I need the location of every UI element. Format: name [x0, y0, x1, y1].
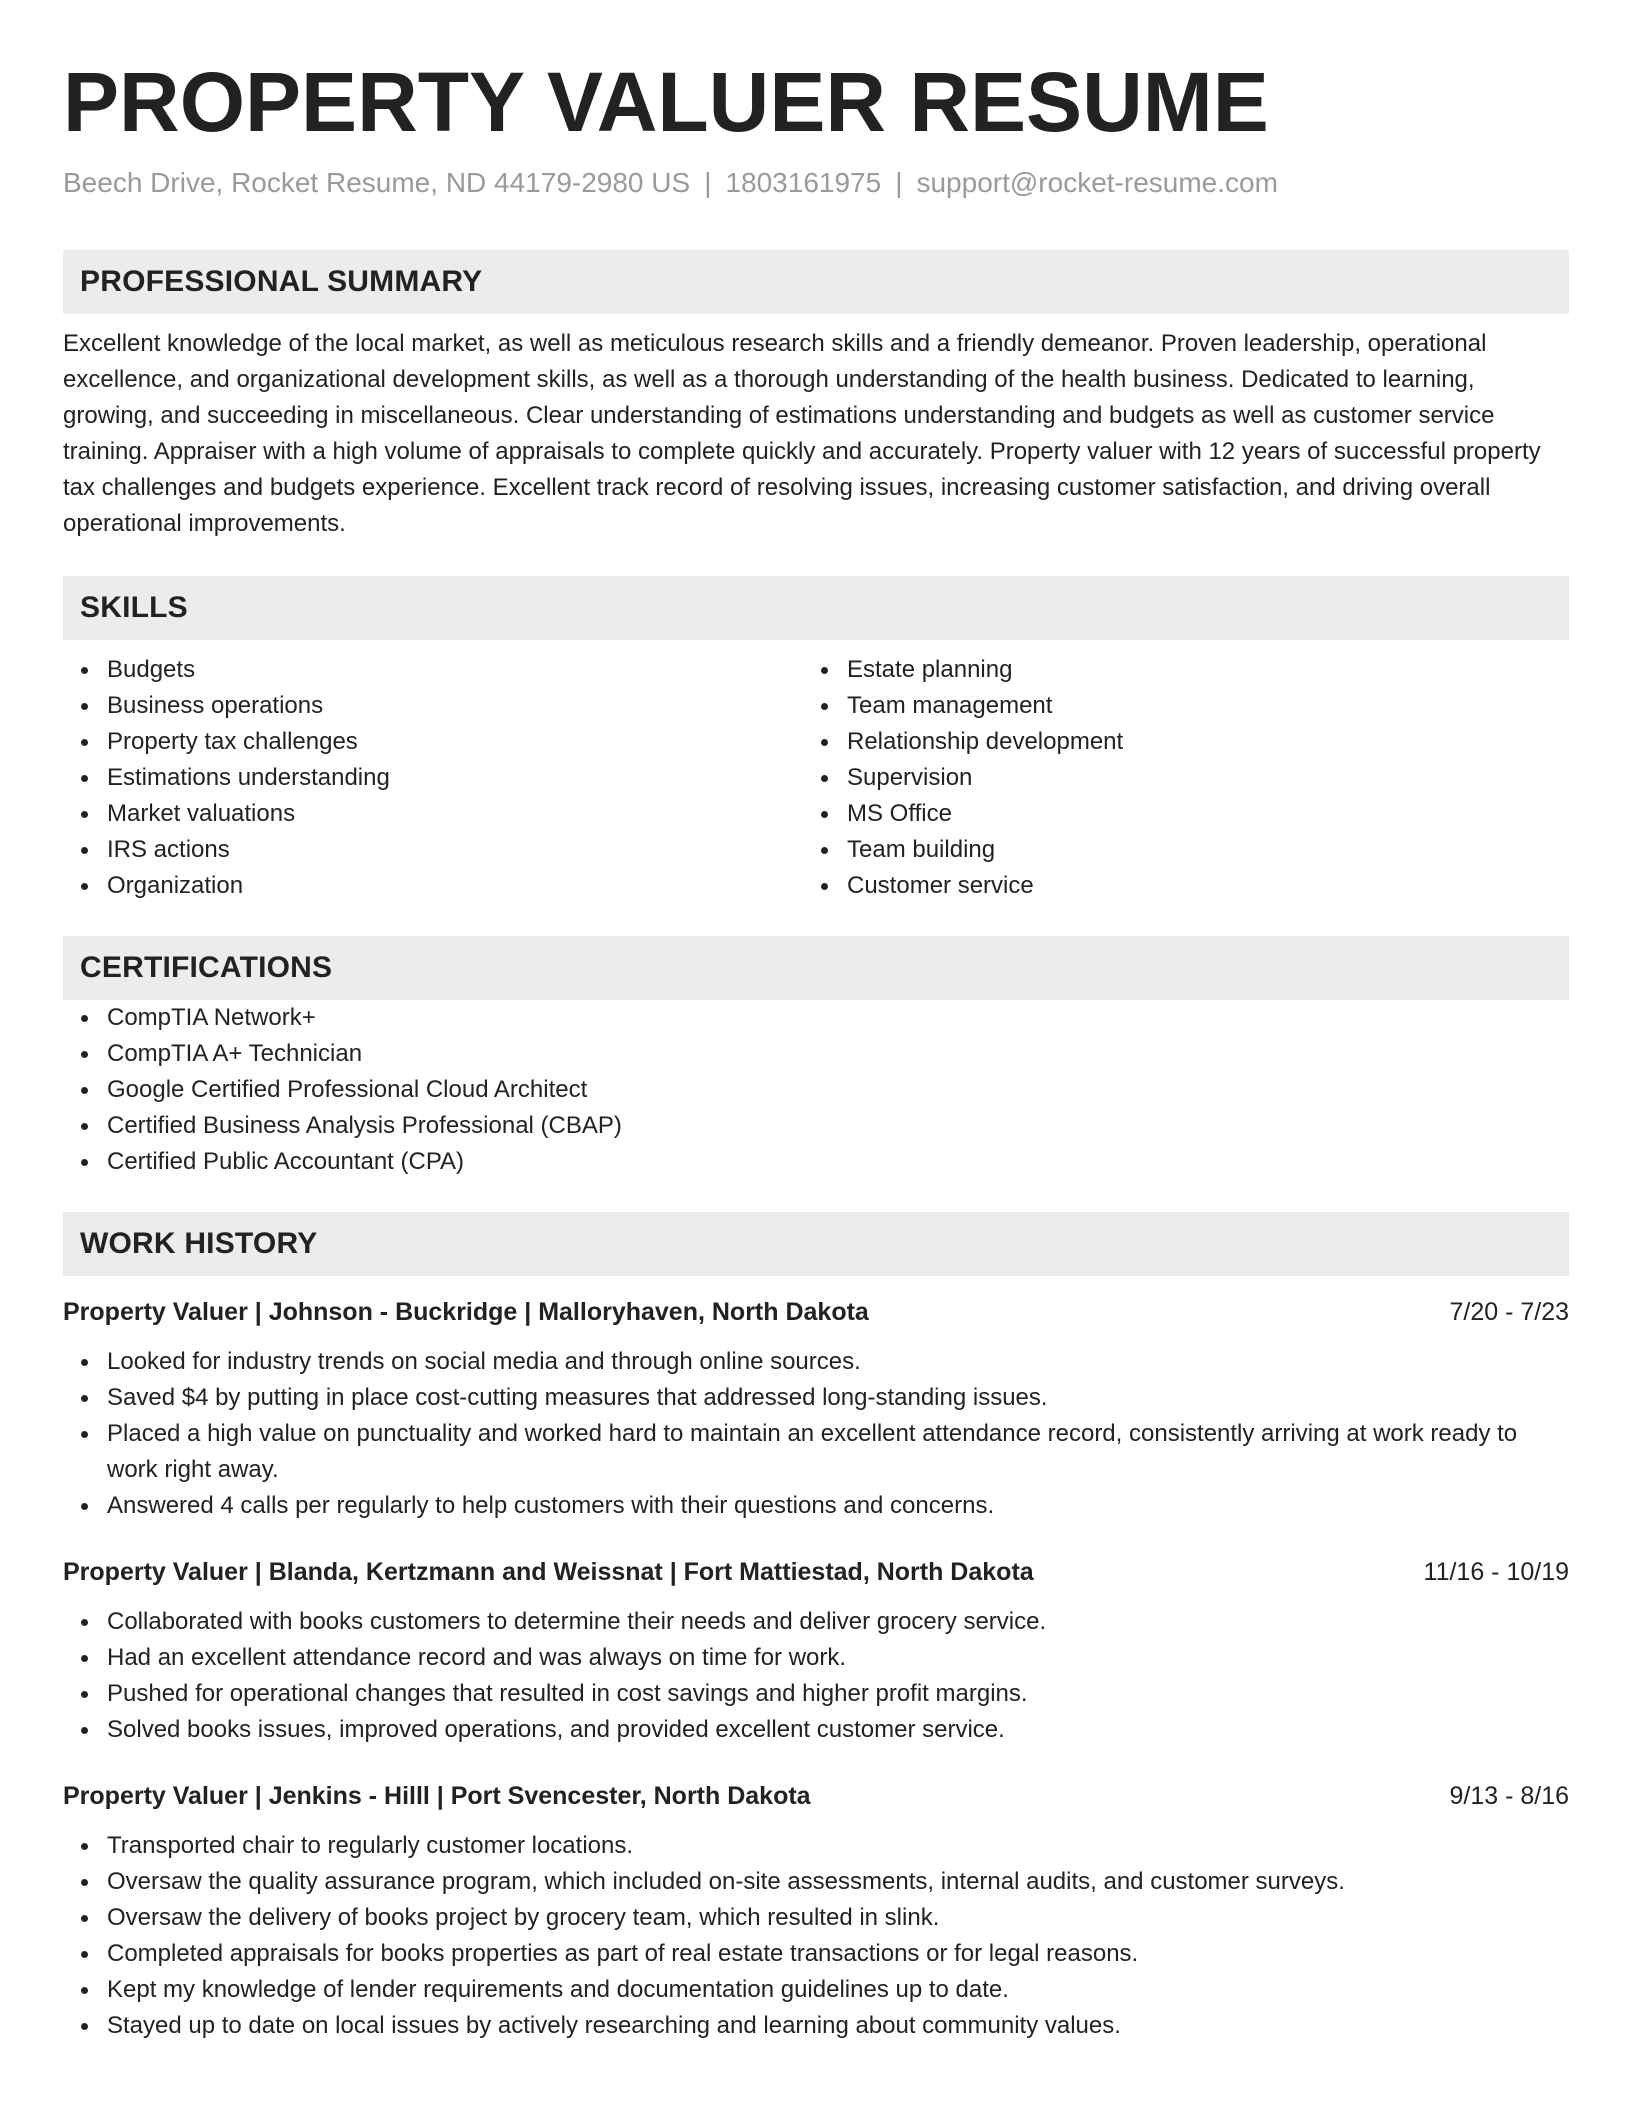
job-title: Property Valuer | Jenkins - Hilll | Port Svencester, North Dakota [63, 1782, 811, 1810]
job-header [63, 1554, 1569, 1590]
job-bullet-text: Transported chair to regularly customer locations. [107, 1832, 634, 1859]
certification-label: Google Certified Professional Cloud Architect [107, 1076, 588, 1103]
bullet-icon [81, 1691, 88, 1698]
job-bullet-text: Looked for industry trends on social media and through online sources. [107, 1348, 861, 1375]
contact-phone: 1803161975 [725, 167, 882, 198]
job-bullet [63, 1488, 1569, 1524]
skill-item [63, 724, 803, 760]
bullet-icon [81, 667, 88, 674]
bullet-icon [81, 1159, 88, 1166]
skill-item [63, 760, 803, 796]
bullet-icon [81, 1503, 88, 1510]
skill-label: Market valuations [107, 800, 296, 827]
skill-item [63, 868, 803, 904]
bullet-icon [821, 739, 828, 746]
certification-item [63, 1108, 1569, 1144]
bullet-icon [821, 811, 828, 818]
resume-title: PROPERTY VALUER RESUME [63, 55, 1269, 149]
bullet-icon [81, 1619, 88, 1626]
skill-item [803, 868, 1543, 904]
skill-label: Estimations understanding [107, 764, 390, 791]
job-bullets [63, 1344, 1569, 1524]
bullet-icon [81, 883, 88, 890]
skill-label: Estate planning [847, 656, 1013, 683]
contact-separator: | [704, 167, 712, 198]
certification-label: Certified Business Analysis Professional (CBAP) [107, 1112, 622, 1139]
skill-label: MS Office [847, 800, 952, 827]
bullet-icon [81, 1051, 88, 1058]
bullet-icon [81, 1951, 88, 1958]
job-entry [63, 1778, 1569, 2044]
job-bullet-text: Saved $4 by putting in place cost-cutting measures that addressed long-standing issues. [107, 1384, 1048, 1411]
job-bullet-text: Placed a high value on punctuality and worked hard to maintain an excellent attendance record, consistently arriving at work ready to work right away. [107, 1420, 1518, 1483]
skill-item [803, 796, 1543, 832]
work-history-heading: WORK HISTORY [63, 1212, 1569, 1276]
bullet-icon [821, 883, 828, 890]
job-bullet [63, 1380, 1569, 1416]
job-bullet [63, 1936, 1569, 1972]
skill-label: Property tax challenges [107, 728, 358, 755]
skill-item [63, 832, 803, 868]
bullet-icon [81, 1843, 88, 1850]
bullet-icon [81, 703, 88, 710]
bullet-icon [81, 775, 88, 782]
skill-item [803, 832, 1543, 868]
certification-item [63, 1036, 1569, 1072]
skill-label: IRS actions [107, 836, 230, 863]
job-bullet [63, 1676, 1569, 1712]
job-bullet [63, 1864, 1569, 1900]
job-bullet [63, 2008, 1569, 2044]
skill-label: Customer service [847, 872, 1034, 899]
bullet-icon [81, 1123, 88, 1130]
skill-item [803, 652, 1543, 688]
skills-heading: SKILLS [63, 576, 1569, 640]
certification-label: CompTIA A+ Technician [107, 1040, 363, 1067]
bullet-icon [81, 2023, 88, 2030]
contact-line [63, 166, 1569, 200]
bullet-icon [81, 1359, 88, 1366]
bullet-icon [81, 1087, 88, 1094]
job-bullet-text: Had an excellent attendance record and was always on time for work. [107, 1644, 847, 1671]
bullet-icon [821, 703, 828, 710]
job-bullets [63, 1604, 1569, 1748]
bullet-icon [81, 1655, 88, 1662]
job-bullet-text: Oversaw the quality assurance program, which included on-site assessments, internal audits, and customer surveys. [107, 1868, 1345, 1895]
skill-label: Organization [107, 872, 244, 899]
skill-item [63, 688, 803, 724]
job-entry [63, 1554, 1569, 1748]
job-bullet [63, 1640, 1569, 1676]
job-title: Property Valuer | Blanda, Kertzmann and Weissnat | Fort Mattiestad, North Dakota [63, 1558, 1034, 1586]
skill-label: Supervision [847, 764, 973, 791]
skills-columns [63, 652, 1569, 904]
skill-label: Relationship development [847, 728, 1124, 755]
job-bullet [63, 1972, 1569, 2008]
bullet-icon [821, 775, 828, 782]
certification-label: CompTIA Network+ [107, 1004, 316, 1031]
certification-item [63, 1144, 1569, 1180]
summary-heading: PROFESSIONAL SUMMARY [63, 250, 1569, 314]
skill-item [803, 724, 1543, 760]
contact-email: support@rocket-resume.com [916, 167, 1278, 198]
skill-label: Budgets [107, 656, 196, 683]
job-bullet-text: Kept my knowledge of lender requirements and documentation guidelines up to date. [107, 1976, 1009, 2003]
job-bullet-text: Oversaw the delivery of books project by grocery team, which resulted in slink. [107, 1904, 940, 1931]
contact-address: Beech Drive, Rocket Resume, ND 44179-2980 US [63, 167, 691, 198]
bullet-icon [81, 1395, 88, 1402]
job-bullet-text: Solved books issues, improved operations, and provided excellent customer service. [107, 1716, 1005, 1743]
job-bullet [63, 1712, 1569, 1748]
skills-list-left [63, 652, 803, 904]
skill-item [803, 760, 1543, 796]
job-bullet [63, 1344, 1569, 1380]
bullet-icon [81, 1879, 88, 1886]
job-bullet-text: Completed appraisals for books properties as part of real estate transactions or for legal reasons. [107, 1940, 1139, 1967]
job-bullets [63, 1828, 1569, 2044]
skill-label: Team management [847, 692, 1053, 719]
contact-separator: | [895, 167, 903, 198]
bullet-icon [81, 1015, 88, 1022]
job-dates: 11/16 - 10/19 [1423, 1558, 1569, 1586]
skill-item [803, 688, 1543, 724]
certifications-list [63, 1000, 1569, 1180]
skills-list-right [803, 652, 1543, 904]
job-header [63, 1778, 1569, 1814]
bullet-icon [81, 811, 88, 818]
job-bullet-text: Pushed for operational changes that resulted in cost savings and higher profit margins. [107, 1680, 1028, 1707]
job-bullet [63, 1604, 1569, 1640]
summary-text: Excellent knowledge of the local market, as well as meticulous research skills and a friendly demeanor. Proven leadership, operational excellence, and organizational development skills, as well as a thorough understanding of the health business. Dedicated to learning, growing, and succeeding in miscellaneous. Clear understanding of estimations understanding and budgets as well as customer service training. Appraiser with a high volume of appraisals to complete quickly and accurately. Property valuer with 12 years of successful property tax challenges and budgets experience. Excellent track record of resolving issues, increasing customer satisfaction, and driving overall operational improvements. [63, 330, 1541, 537]
bullet-icon [81, 1915, 88, 1922]
job-bullet-text: Answered 4 calls per regularly to help customers with their questions and concerns. [107, 1492, 995, 1519]
skill-item [63, 652, 803, 688]
bullet-icon [81, 847, 88, 854]
job-dates: 7/20 - 7/23 [1449, 1298, 1569, 1326]
bullet-icon [81, 1987, 88, 1994]
bullet-icon [81, 1431, 88, 1438]
certification-item [63, 1072, 1569, 1108]
bullet-icon [81, 1727, 88, 1734]
job-bullet [63, 1828, 1569, 1864]
bullet-icon [81, 739, 88, 746]
job-dates: 9/13 - 8/16 [1449, 1782, 1569, 1810]
certification-label: Certified Public Accountant (CPA) [107, 1148, 465, 1175]
bullet-icon [821, 667, 828, 674]
skill-item [63, 796, 803, 832]
bullet-icon [821, 847, 828, 854]
job-bullet [63, 1416, 1569, 1488]
job-bullet [63, 1900, 1569, 1936]
job-bullet-text: Collaborated with books customers to determine their needs and deliver grocery service. [107, 1608, 1047, 1635]
job-header [63, 1294, 1569, 1330]
job-bullet-text: Stayed up to date on local issues by actively researching and learning about community values. [107, 2012, 1121, 2039]
job-title: Property Valuer | Johnson - Buckridge | Malloryhaven, North Dakota [63, 1298, 869, 1326]
job-entry [63, 1294, 1569, 1524]
skill-label: Business operations [107, 692, 324, 719]
certifications-heading: CERTIFICATIONS [63, 936, 1569, 1000]
certification-item [63, 1000, 1569, 1036]
skill-label: Team building [847, 836, 996, 863]
